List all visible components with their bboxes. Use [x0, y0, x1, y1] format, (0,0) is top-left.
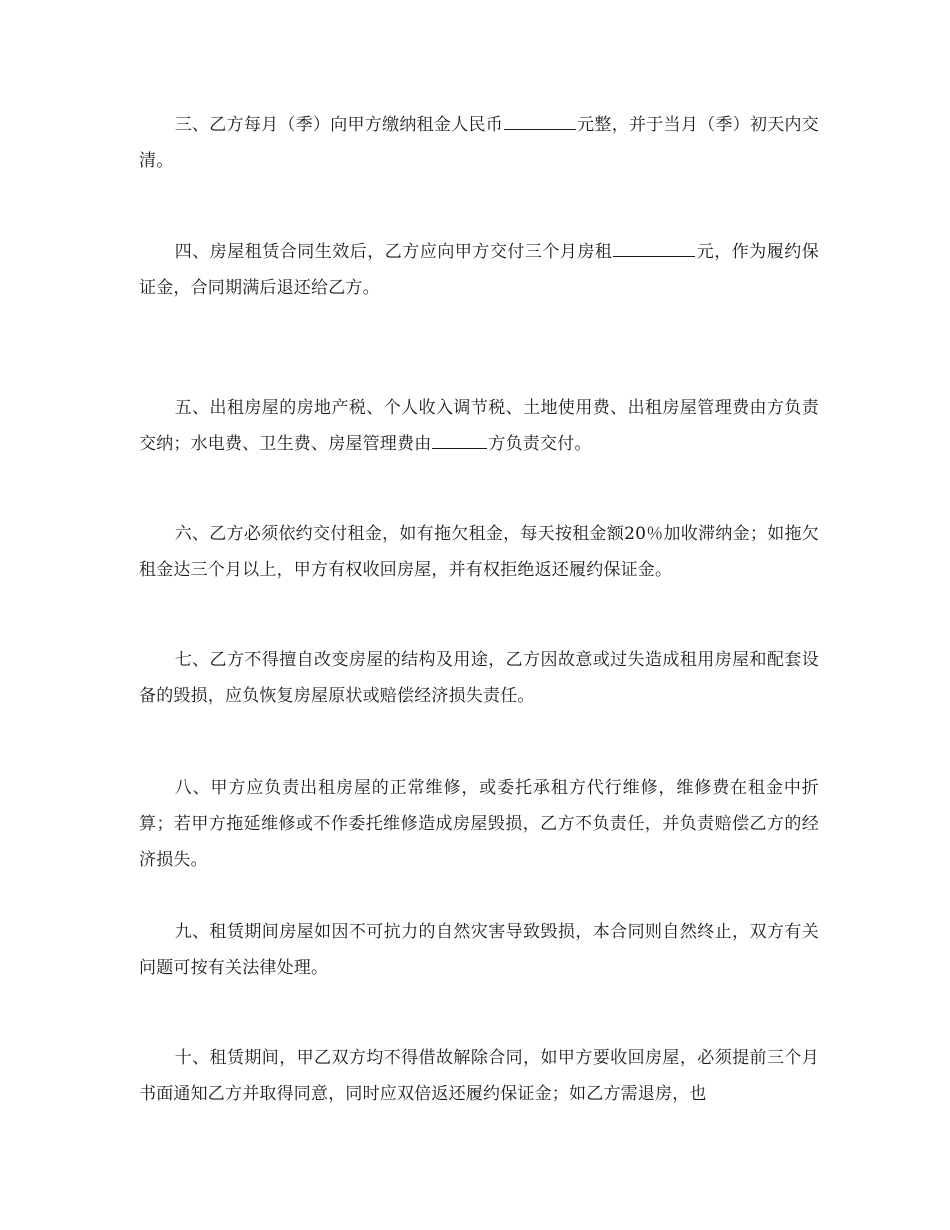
clause-10: 十、租赁期间，甲乙双方均不得借故解除合同，如甲方要收回房屋，必须提前三个月书面通知乙方并取得同意，同时应双倍返还履约保证金；如乙方需退房，也 [139, 1048, 819, 1104]
deposit-amount-blank [613, 236, 695, 257]
clause-8: 八、甲方应负责出租房屋的正常维修，或委托承租方代行维修，维修费在租金中折算；若甲方拖延维修或不作委托维修造成房屋毁损，乙方不负责任，并负责赔偿乙方的经济损失。 [139, 778, 819, 870]
clause-5-text-after: 方负责交付。 [488, 434, 592, 454]
clause-6: 六、乙方必须依约交付租金，如有拖欠租金，每天按租金额20％加收滞纳金；如拖欠租金达三个月以上，甲方有权收回房屋，并有权拒绝返还履约保证金。 [139, 524, 819, 580]
clause-4 [139, 234, 819, 306]
clause-3-text-after: 元整，并于当月（季）初天内交清。 [139, 115, 819, 171]
clause-4-text-after: 元，作为履约保证金，合同期满后退还给乙方。 [139, 242, 820, 298]
clause-9: 九、租赁期间房屋如因不可抗力的自然灾害导致毁损，本合同则自然终止，双方有关问题可按有关法律处理。 [139, 922, 819, 978]
clause-5 [139, 390, 819, 462]
clause-5-text-before: 五、出租房屋的房地产税、个人收入调节税、土地使用费、出租房屋管理费由方负责交纳；水电费、卫生费、房屋管理费由 [139, 398, 819, 454]
clause-7: 七、乙方不得擅自改变房屋的结构及用途，乙方因故意或过失造成租用房屋和配套设备的毁损，应负恢复房屋原状或赔偿经济损失责任。 [139, 650, 819, 706]
clause-3 [139, 107, 819, 179]
clause-3-text-before: 三、乙方每月（季）向甲方缴纳租金人民币 [174, 115, 504, 135]
rent-amount-blank [504, 109, 576, 130]
utility-party-blank [432, 428, 487, 449]
clause-4-text-before: 四、房屋租赁合同生效后，乙方应向甲方交付三个月房租 [174, 242, 613, 262]
